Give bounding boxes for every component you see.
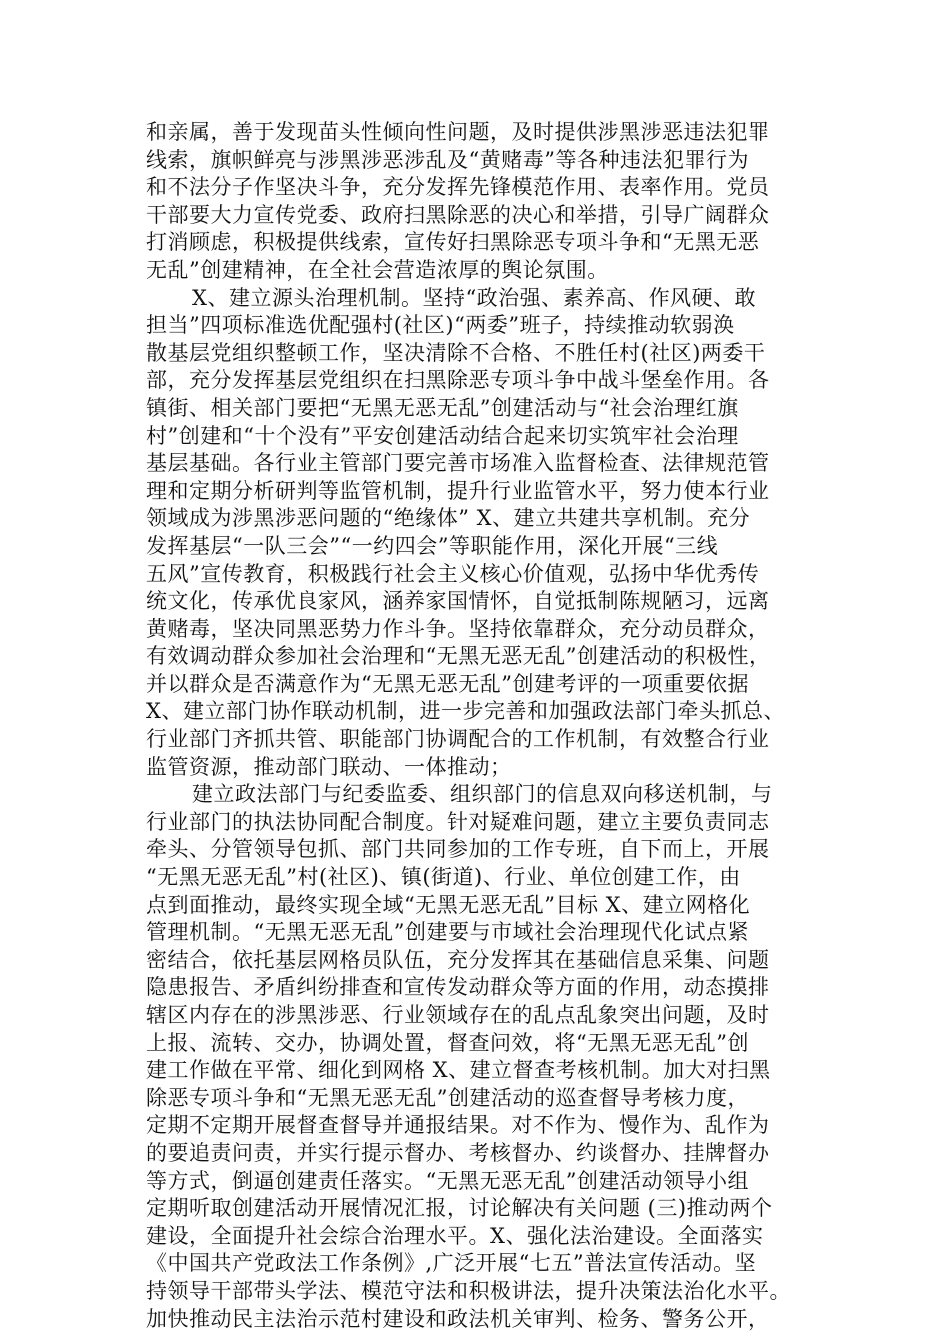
text-line: 行业部门的执法协同配合制度。针对疑难问题，建立主要负责同志 bbox=[146, 809, 770, 834]
text-line: 除恶专项斗争和“无黑无恶无乱”创建活动的巡查督导考核力度， bbox=[146, 1085, 749, 1110]
text-line: 打消顾虑，积极提供线索，宣传好扫黑除恶专项斗争和“无黑无恶 bbox=[146, 230, 760, 255]
text-line: 行业部门齐抓共管、职能部门协调配合的工作机制，有效整合行业 bbox=[146, 727, 770, 752]
text-line: 部，充分发挥基层党组织在扫黑除恶专项斗争中战斗堡垒作用。各 bbox=[146, 368, 770, 393]
text-line: 并以群众是否满意作为“无黑无恶无乱”创建考评的一项重要依据 bbox=[146, 671, 749, 696]
text-line: 辖区内存在的涉黑涉恶、行业领域存在的乱点乱象突出问题，及时 bbox=[146, 1003, 770, 1027]
text-line: 和亲属，善于发现苗头性倾向性问题，及时提供涉黑涉恶违法犯罪 bbox=[146, 120, 770, 144]
text-line: 监管资源，推动部门联动、一体推动； bbox=[146, 754, 512, 779]
body-text bbox=[146, 119, 826, 1333]
text-line: 持领导干部带头学法、模范守法和积极讲法，提升决策法治化水平。 bbox=[146, 1278, 791, 1303]
text-line: 干部要大力宣传党委、政府扫黑除恶的决心和举措，引导广阔群众 bbox=[146, 202, 770, 227]
text-line: 理和定期分析研判等监管机制，提升行业监管水平，努力使本行业 bbox=[146, 478, 770, 503]
text-line: 统文化，传承优良家风，涵养家国情怀，自觉抵制陈规陋习，远离 bbox=[146, 589, 770, 614]
text-line: 隐患报告、矛盾纠纷排查和宣传发动群众等方面的作用，动态摸排 bbox=[146, 975, 770, 1000]
text-line: 线索，旗帜鲜亮与涉黑涉恶涉乱及“黄赌毒”等各种违法犯罪行为 bbox=[146, 147, 749, 172]
text-line: 发挥基层“一队三会”“一约四会”等职能作用，深化开展“三线 bbox=[146, 533, 719, 558]
text-line: 建立政法部门与纪委监委、组织部门的信息双向移送机制，与 bbox=[192, 782, 773, 807]
text-line: 无乱”创建精神，在全社会营造浓厚的舆论氛围。 bbox=[146, 257, 609, 282]
text-line: 密结合，依托基层网格员队伍，充分发挥其在基础信息采集、问题 bbox=[146, 947, 770, 972]
text-line: 定期不定期开展督查督导并通报结果。对不作为、慢作为、乱作为 bbox=[146, 1113, 770, 1138]
text-line: 加快推动民主法治示范村建设和政法机关审判、检务、警务公开， bbox=[146, 1306, 770, 1331]
text-line: 黄赌毒，坚决同黑恶势力作斗争。坚持依靠群众，充分动员群众， bbox=[146, 616, 770, 641]
text-line: 建工作做在平常、细化到网格 X、建立督查考核机制。加大对扫黑 bbox=[146, 1058, 771, 1083]
text-line: 建设，全面提升社会综合治理水平。X、强化法治建设。全面落实 bbox=[146, 1223, 764, 1248]
text-line: 上报、流转、交办，协调处置，督查问效，将“无黑无恶无乱”创 bbox=[146, 1030, 749, 1055]
text-line: 基层基础。各行业主管部门要完善市场准入监督检查、法律规范管 bbox=[146, 451, 770, 476]
text-line: 点到面推动，最终实现全域“无黑无恶无乱”目标 X、建立网格化 bbox=[146, 892, 751, 917]
text-line: X、建立部门协作联动机制，进一步完善和加强政法部门牵头抓总、 bbox=[146, 699, 785, 724]
text-line: 的要追责问责，并实行提示督办、考核督办、约谈督办、挂牌督办 bbox=[146, 1140, 770, 1165]
text-line: X、建立源头治理机制。坚持“政治强、素养高、作风硬、敢 bbox=[192, 285, 757, 310]
text-line: 和不法分子作坚决斗争，充分发挥先锋模范作用、表率作用。党员 bbox=[146, 175, 770, 200]
text-line: 镇街、相关部门要把“无黑无恶无乱”创建活动与“社会治理红旗 bbox=[146, 395, 739, 420]
text-line: 有效调动群众参加社会治理和“无黑无恶无乱”创建活动的积极性， bbox=[146, 644, 771, 669]
text-line: 担当”四项标准选优配强村(社区)“两委”班子，持续推动软弱涣 bbox=[146, 313, 735, 338]
text-line: 五风”宣传教育，积极践行社会主义核心价值观，弘扬中华优秀传 bbox=[146, 561, 760, 586]
text-line: 牵头、分管领导包抓、部门共同参加的工作专班，自下而上，开展 bbox=[146, 837, 770, 862]
text-line: 等方式，倒逼创建责任落实。“无黑无恶无乱”创建活动领导小组 bbox=[146, 1168, 749, 1193]
text-line: “无黑无恶无乱”村(社区)、镇(街道)、行业、单位创建工作，由 bbox=[146, 865, 741, 890]
text-line: 领域成为涉黑涉恶问题的“绝缘体” X、建立共建共享机制。充分 bbox=[146, 506, 751, 531]
text-line: 定期听取创建活动开展情况汇报，讨论解决有关问题 (三)推动两个 bbox=[146, 1196, 773, 1221]
text-line: 管理机制。“无黑无恶无乱”创建要与市域社会治理现代化试点紧 bbox=[146, 920, 749, 945]
text-line: 村”创建和“十个没有”平安创建活动结合起来切实筑牢社会治理 bbox=[146, 423, 739, 448]
text-line: 《中国共产党政法工作条例》,广泛开展“七五”普法宣传活动。坚 bbox=[146, 1251, 757, 1276]
text-line: 散基层党组织整顿工作，坚决清除不合格、不胜任村(社区)两委干 bbox=[146, 340, 766, 365]
